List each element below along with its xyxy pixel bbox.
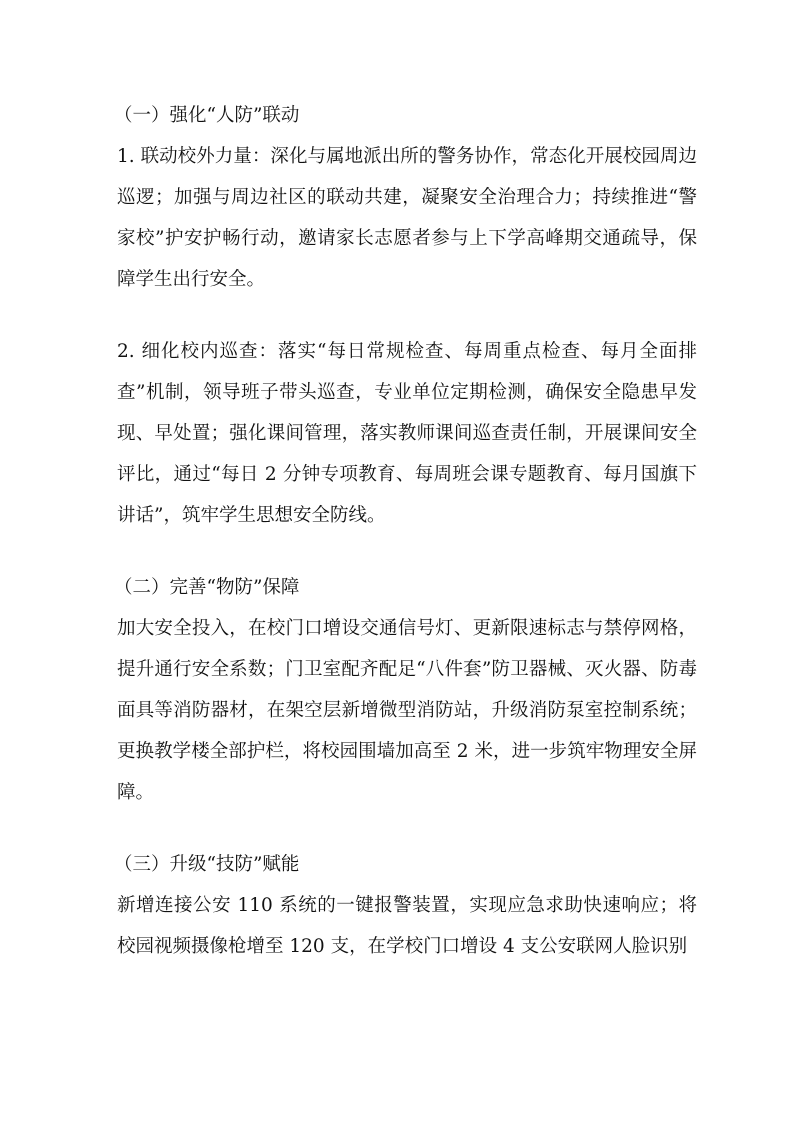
section-heading-2: （二）完善“物防”保障: [114, 577, 300, 598]
section-heading-1: （一）强化“人防”联动: [114, 105, 300, 126]
section-heading-3: （三）升级“技防”赋能: [114, 854, 300, 875]
document-body: [114, 95, 697, 998]
paragraph-tech-protection: 新增连接公安 110 系统的一键报警装置，实现应急求助快速响应；将校园视频摄像枪增至 120 支，在学校门口增设 4 支公安联网人脸识别: [117, 895, 697, 957]
paragraph-physical-protection: 加大安全投入，在校门口增设交通信号灯、更新限速标志与禁停网格，提升通行安全系数；门卫室配齐配足“八件套”防卫器械、灭火器、防毒面具等消防器材，在架空层新增微型消防站，升级消防泵室控制系统；更换教学楼全部护栏，将校园围墙加高至 2 米，进一步筑牢物理安全屏障。: [117, 618, 697, 803]
paragraph-campus-patrol: 2. 细化校内巡查：落实“每日常规检查、每周重点检查、每月全面排查”机制，领导班子带头巡查，专业单位定期检测，确保安全隐患早发现、早处置；强化课间管理，落实教师课间巡查责任制，开展课间安全评比，通过“每日 2 分钟专项教育、每周班会课专题教育、每月国旗下讲话”，筑牢学生思想安全防线。: [117, 341, 697, 526]
paragraph-external-coordination: 1. 联动校外力量：深化与属地派出所的警务协作，常态化开展校园周边巡逻；加强与周边社区的联动共建，凝聚安全治理合力；持续推进“警家校”护安护畅行动，邀请家长志愿者参与上下学高峰期交通疏导，保障学生出行安全。: [117, 146, 697, 290]
